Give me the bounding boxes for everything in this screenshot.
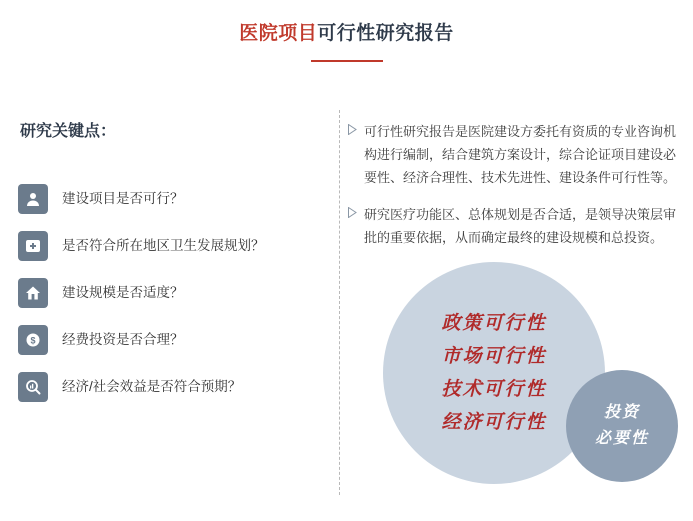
- key-point-item: [18, 318, 336, 362]
- key-points-title: 研究关键点：: [20, 123, 117, 140]
- page-title: [0, 22, 693, 46]
- description-panel: [348, 120, 676, 263]
- key-point-label: 建设项目是否可行？: [62, 191, 184, 206]
- description-paragraph: [348, 120, 676, 189]
- necessity-line: 投资: [603, 404, 640, 421]
- key-point-label: 经费投资是否合理？: [62, 332, 184, 347]
- triangle-bullet-icon: [348, 120, 364, 189]
- feasibility-line: 经济可行性: [441, 412, 547, 433]
- search-chart-icon: [18, 372, 48, 402]
- key-points-panel: [18, 118, 336, 412]
- svg-text:$: $: [30, 335, 36, 346]
- key-point-item: [18, 365, 336, 409]
- necessity-line: 必要性: [594, 430, 649, 447]
- title-underline: [311, 60, 383, 62]
- feasibility-line: 技术可行性: [441, 379, 547, 400]
- key-point-item: [18, 271, 336, 315]
- key-point-item: [18, 177, 336, 221]
- key-point-label: 经济/社会效益是否符合预期？: [62, 379, 242, 394]
- medical-cross-icon: [18, 231, 48, 261]
- key-point-item: [18, 224, 336, 268]
- page-header: [0, 22, 693, 62]
- description-paragraph: [348, 203, 676, 249]
- money-icon: [18, 325, 48, 355]
- feasibility-line: 市场可行性: [441, 346, 547, 367]
- necessity-circle: [566, 370, 678, 482]
- page-title-accent: 医院项目: [239, 23, 318, 44]
- page-title-rest: 可行性研究报告: [317, 23, 454, 44]
- column-divider: [339, 110, 340, 495]
- key-point-label: 建设规模是否适度？: [62, 285, 184, 300]
- description-text: 可行性研究报告是医院建设方委托有资质的专业咨询机构进行编制，结合建筑方案设计，综合论证项目建设必要性、经济合理性、技术先进性、建设条件可行性等。: [364, 124, 677, 185]
- user-badge-icon: [18, 184, 48, 214]
- description-text: 研究医疗功能区、总体规划是否合适，是领导决策层审批的重要依据，从而确定最终的建设规模和总投资。: [364, 207, 677, 245]
- key-point-label: 是否符合所在地区卫生发展规划？: [62, 238, 265, 253]
- feasibility-line: 政策可行性: [441, 313, 547, 334]
- triangle-bullet-icon: [348, 203, 364, 249]
- home-icon: [18, 278, 48, 308]
